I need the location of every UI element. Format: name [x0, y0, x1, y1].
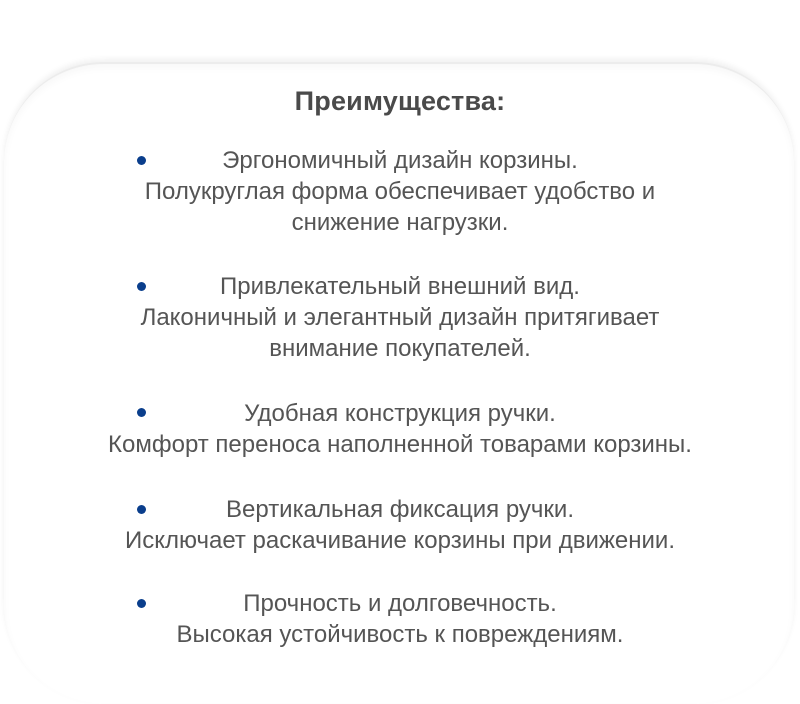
advantage-description: Лаконичный и элегантный дизайн притягивает: [140, 304, 660, 331]
advantage-title: Вертикальная фиксация ручки.: [226, 496, 574, 523]
advantage-description: Исключает раскачивание корзины при движении.: [124, 527, 675, 554]
section-heading: Преимущества:: [294, 86, 506, 116]
advantage-item: [0, 271, 800, 364]
advantage-description: снижение нагрузки.: [291, 209, 509, 236]
advantage-description: Полукруглая форма обеспечивает удобство и: [144, 178, 656, 205]
advantage-description: внимание покупателей.: [269, 335, 531, 362]
advantage-title: Удобная конструкция ручки.: [244, 400, 556, 427]
advantage-item: [0, 145, 800, 238]
advantage-description: Комфорт переноса наполненной товарами корзины.: [108, 431, 692, 458]
advantage-item: [0, 588, 800, 650]
advantage-description: Высокая устойчивость к повреждениям.: [176, 621, 624, 648]
advantage-item: [0, 494, 800, 556]
advantage-title: Привлекательный внешний вид.: [220, 273, 580, 300]
advantage-title: Прочность и долговечность.: [243, 590, 557, 617]
advantage-title: Эргономичный дизайн корзины.: [222, 147, 578, 174]
advantage-item: [0, 398, 800, 460]
